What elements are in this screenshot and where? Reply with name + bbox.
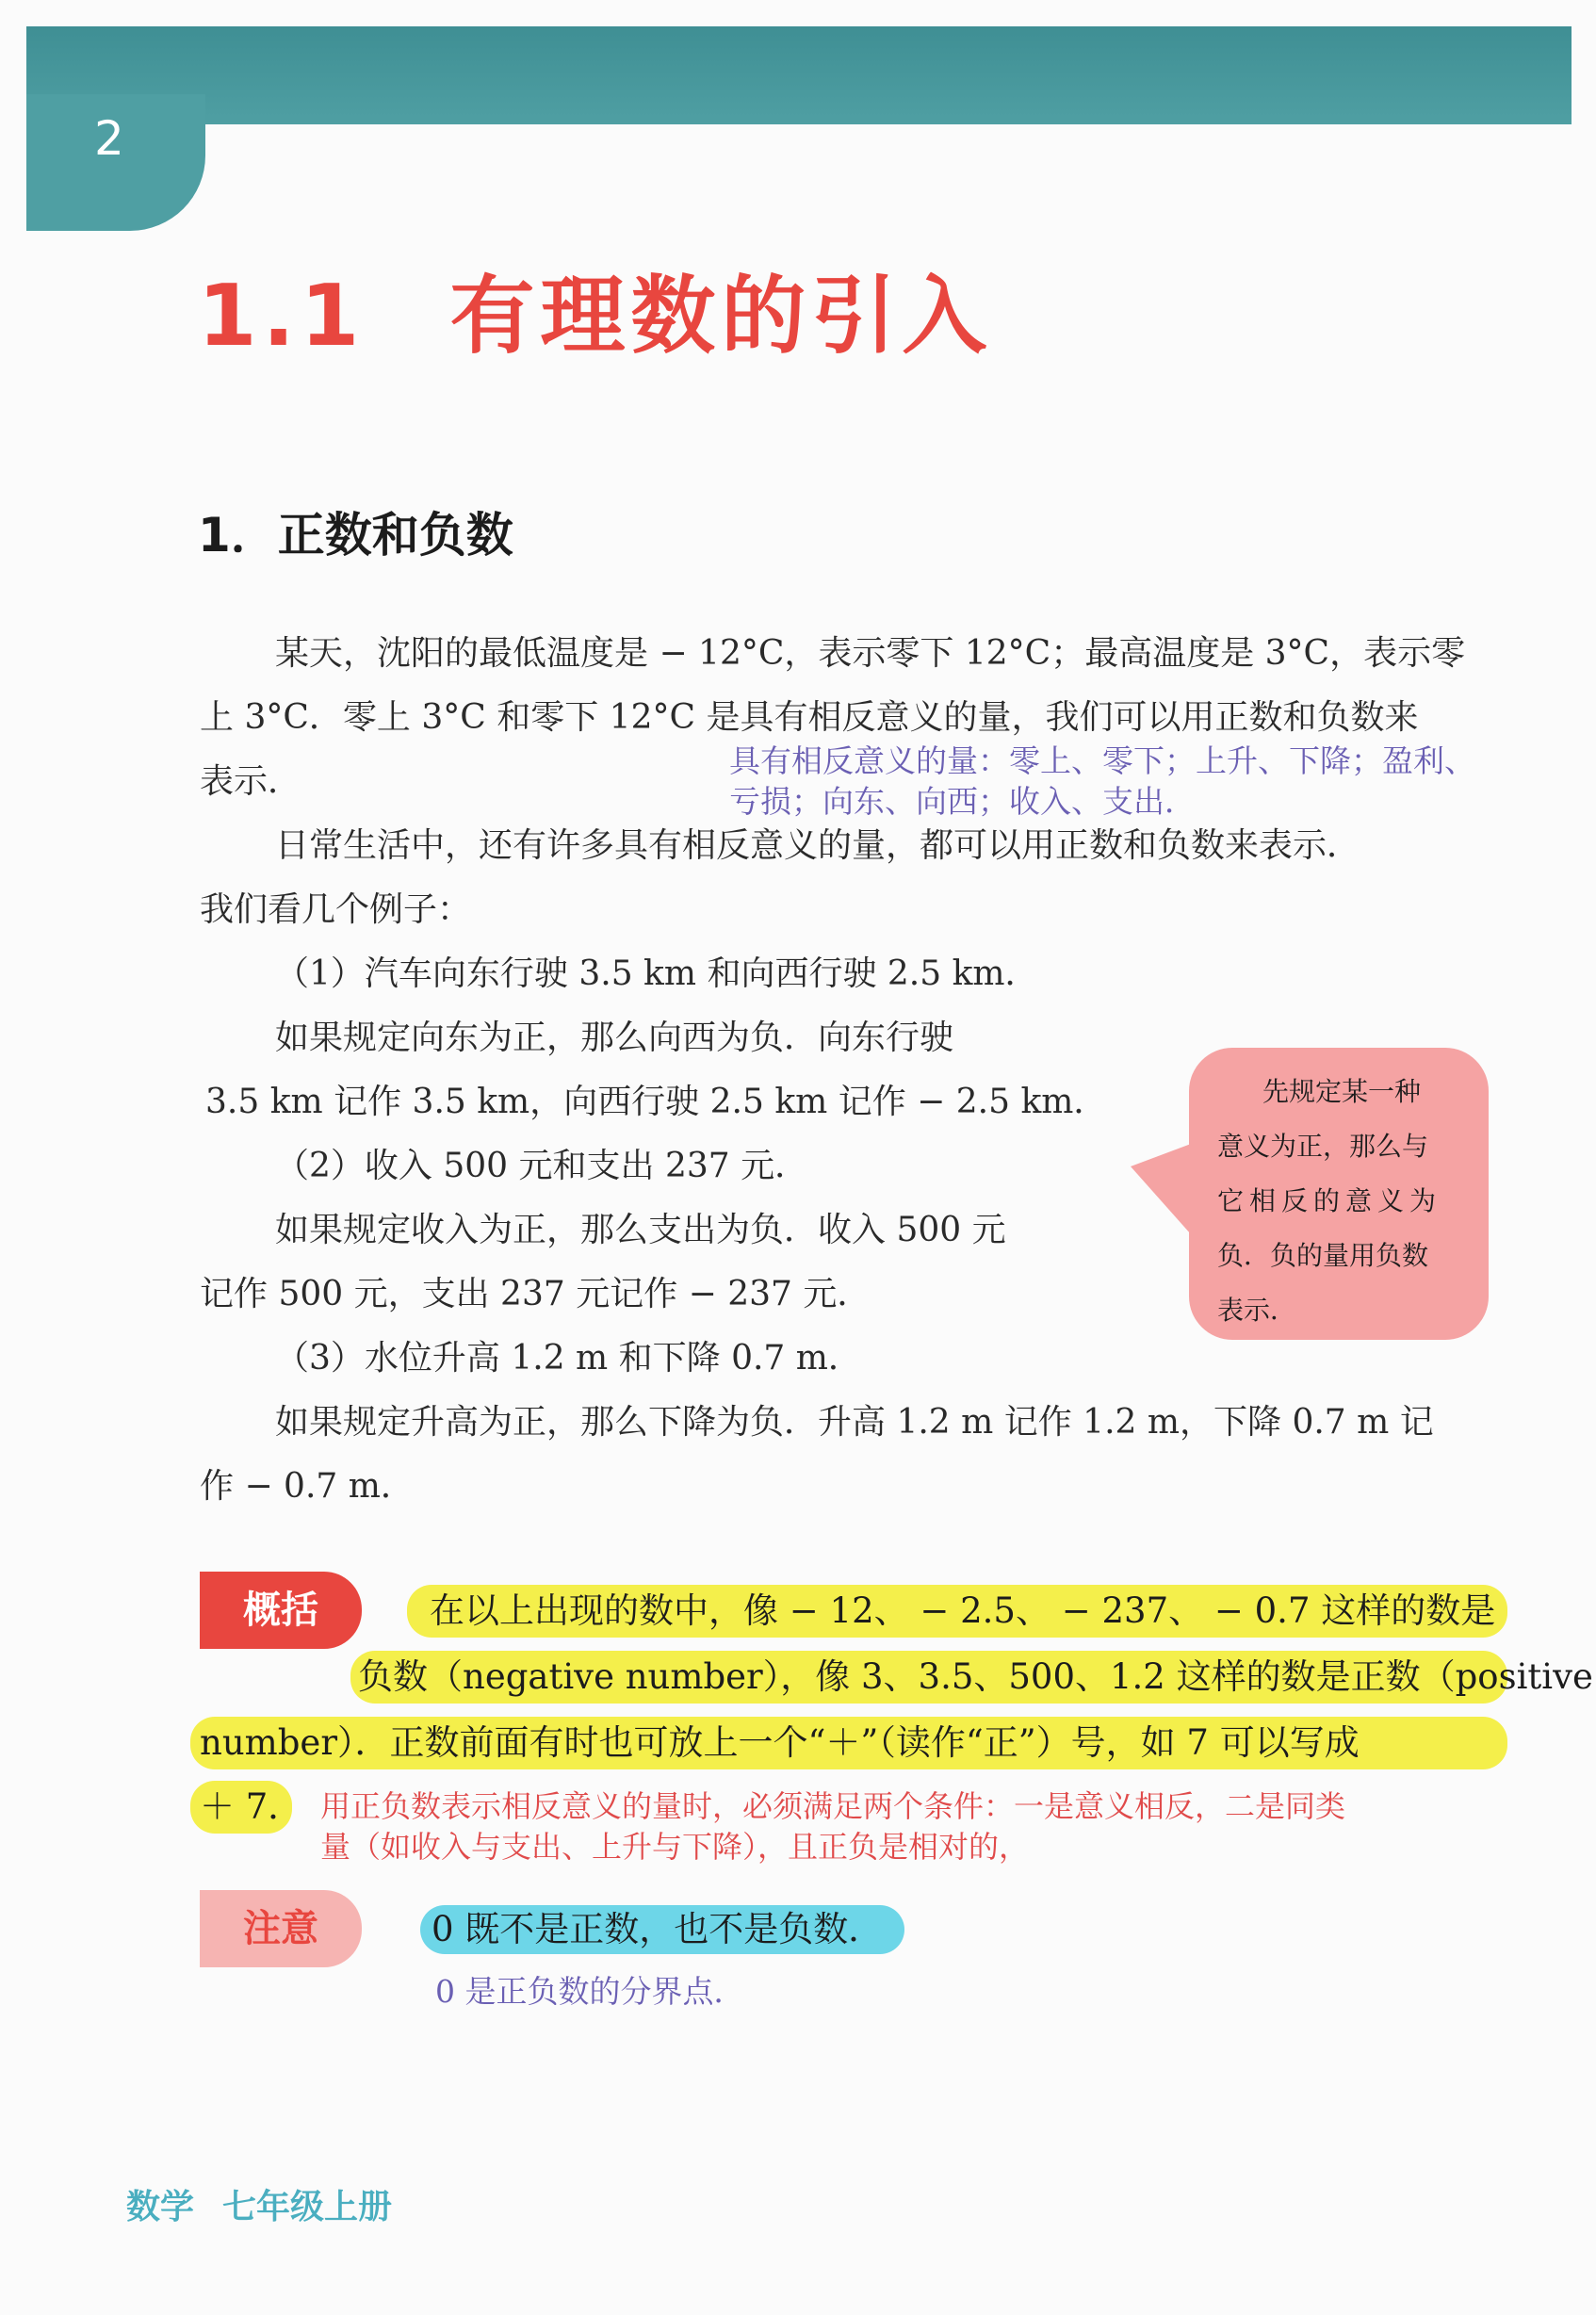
example-item: （1）汽车向东行驶 3.5 km 和向西行驶 2.5 km． <box>275 954 1039 993</box>
section-number: 1.1 <box>198 267 366 366</box>
page-number: 2 <box>94 111 124 166</box>
example-explanation: 作 − 0.7 m． <box>200 1467 415 1506</box>
example-explanation: 如果规定向东为正，那么向西为负．向东行驶 <box>275 1019 954 1057</box>
example-explanation: 记作 500 元，支出 237 元记作 − 237 元． <box>200 1275 871 1313</box>
bubble-line: 先规定某一种 <box>1262 1076 1422 1107</box>
paragraph-line: 上 3°C．零上 3°C 和零下 12°C 是具有相反意义的量，我们可以用正数和负数来 <box>200 698 1419 737</box>
footer <box>126 2180 420 2228</box>
example-explanation: 如果规定收入为正，那么支出为负．收入 500 元 <box>275 1211 1006 1249</box>
section-title-text: 有理数的引入 <box>449 267 993 366</box>
attention-note: 0 是正负数的分界点． <box>435 1973 745 2010</box>
summary-line: ＋ 7． <box>200 1786 303 1827</box>
bubble-line: 意义为正，那么与 <box>1217 1131 1429 1162</box>
header-band <box>26 26 1572 124</box>
summary-line: 在以上出现的数中，像 − 12、 − 2.5、 − 237、 − 0.7 这样的数是 <box>430 1590 1496 1631</box>
example-item: （2）收入 500 元和支出 237 元． <box>275 1147 809 1185</box>
subsection-title: 1．正数和负数 <box>198 508 513 562</box>
attention-label: 注意 <box>200 1890 362 1967</box>
summary-note-line: 量（如收入与支出、上升与下降），且正负是相对的， <box>320 1829 1030 1865</box>
paragraph-line: 日常生活中，还有许多具有相反意义的量，都可以用正数和负数来表示． <box>275 826 1361 865</box>
bubble-line: 它相反的意义为 <box>1217 1185 1442 1216</box>
paragraph-line: 某天，沈阳的最低温度是 − 12°C，表示零下 12°C；最高温度是 3°C，表示零 <box>275 634 1466 673</box>
summary-note-line: 用正负数表示相反意义的量时，必须满足两个条件：一是意义相反，二是同类 <box>320 1788 1346 1824</box>
paragraph-line: 表示． <box>200 762 302 801</box>
speech-bubble-text <box>1217 1065 1472 1338</box>
example-explanation: 如果规定升高为正，那么下降为负．升高 1.2 m 记作 1.2 m，下降 0.7 m 记 <box>275 1403 1434 1442</box>
side-note-line: 亏损；向东、向西；收入、支出． <box>729 783 1196 820</box>
side-note-line: 具有相反意义的量：零上、零下；上升、下降；盈利、 <box>729 742 1475 779</box>
summary-line: number）．正数前面有时也可放上一个“＋”（读作“正”）号，如 7 可以写成 <box>200 1722 1360 1763</box>
paragraph-line: 我们看几个例子： <box>200 890 472 929</box>
bubble-line: 负．负的量用负数 <box>1217 1240 1429 1271</box>
section-title <box>198 247 992 369</box>
summary-line: 负数（negative number），像 3、3.5、500、1.2 这样的数是正数（positive <box>358 1656 1593 1697</box>
bubble-line: 表示． <box>1217 1295 1297 1326</box>
footer-grade: 七年级上册 <box>222 2188 393 2226</box>
example-explanation: 3.5 km 记作 3.5 km，向西行驶 2.5 km 记作 − 2.5 km． <box>205 1083 1108 1121</box>
footer-subject: 数学 <box>126 2188 195 2226</box>
example-item: （3）水位升高 1.2 m 和下降 0.7 m． <box>275 1339 862 1378</box>
summary-label: 概括 <box>200 1572 362 1649</box>
attention-text: 0 既不是正数，也不是负数． <box>432 1909 884 1949</box>
